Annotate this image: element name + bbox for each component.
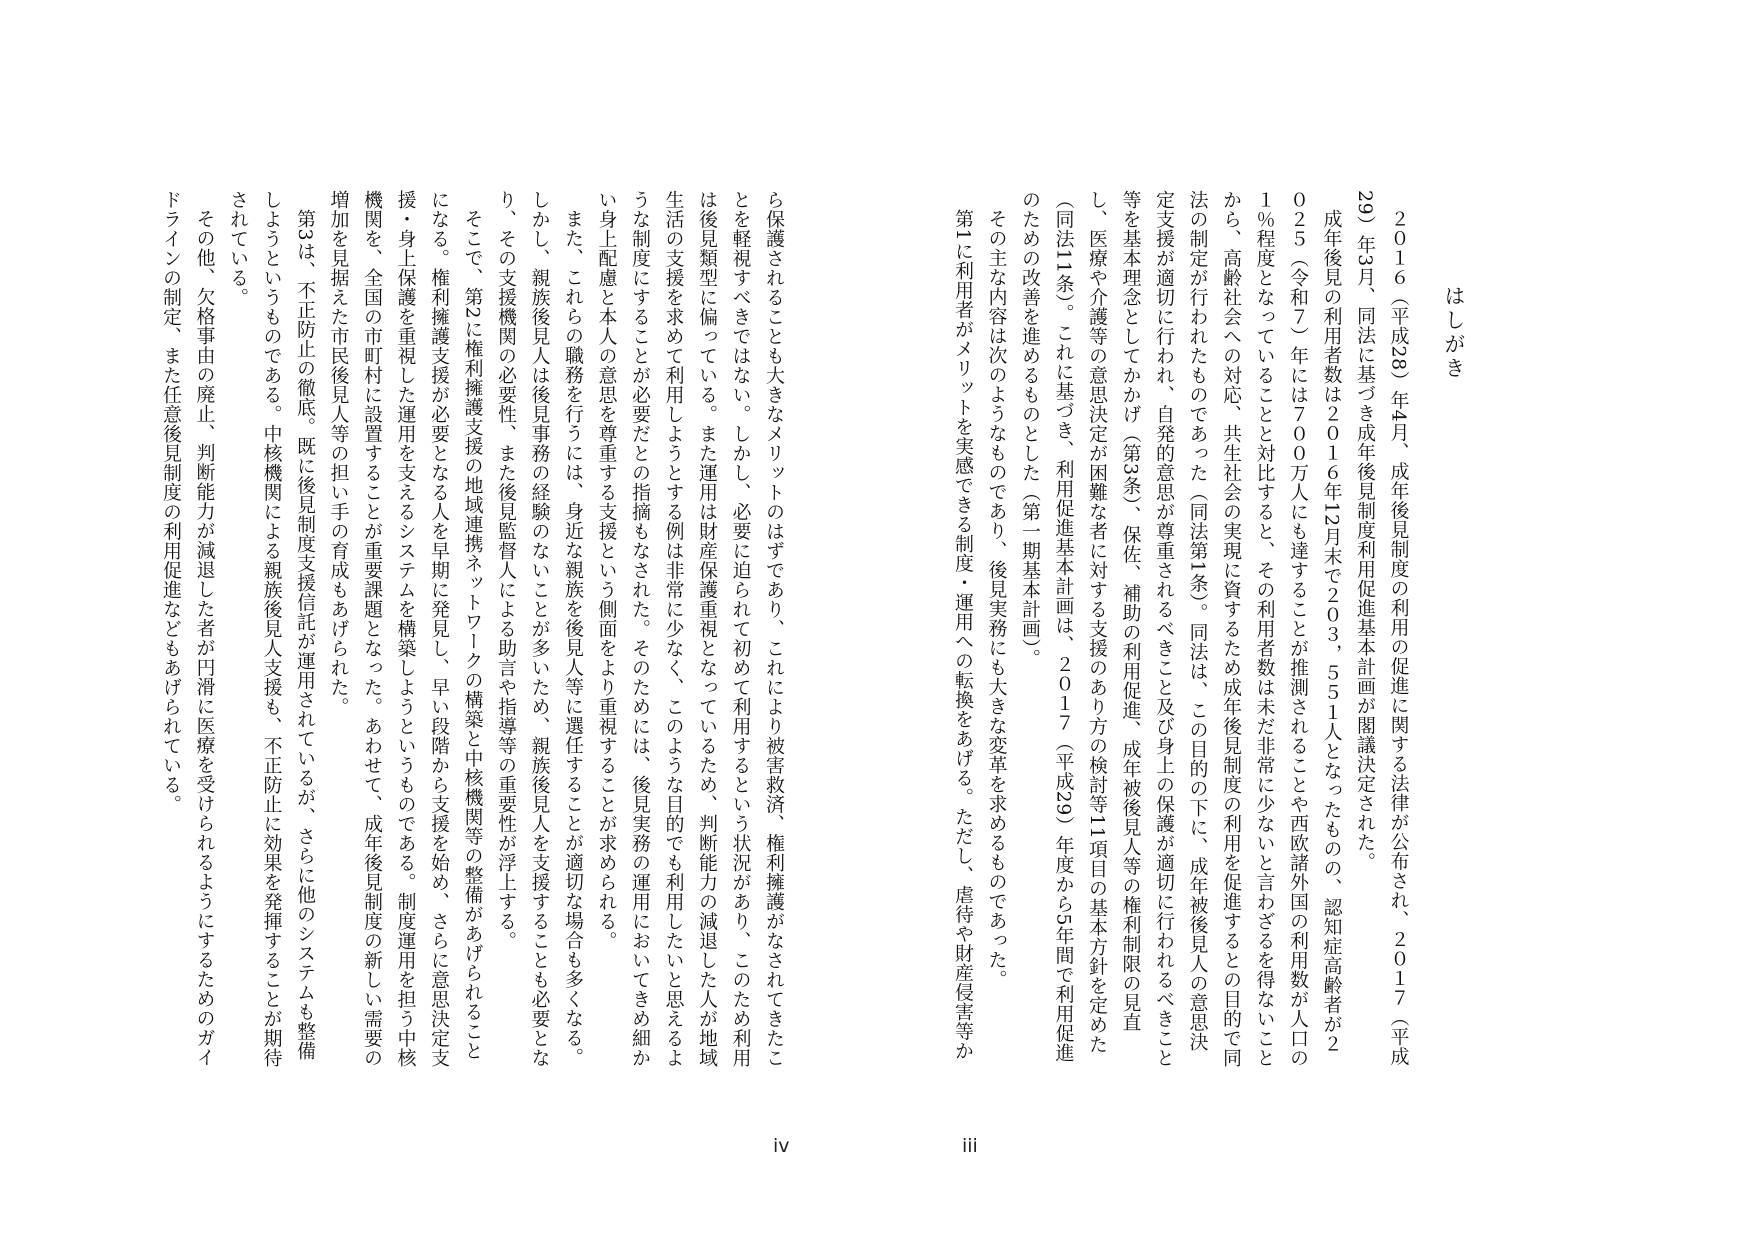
paragraph: 第3は、不正防止の徹底。既に後見制度支援信託が運用されているが、さらに他のシステムも整備しようというものである。中核機関による親族後見人支援も、不正防止に効果を発揮することが期待されている。 xyxy=(227,190,316,1068)
page-number-right: iii xyxy=(962,1135,978,1157)
paragraph: また、これらの職務を行うには、身近な親族を後見人等に選任することが適切な場合も多くなる。しかし、親族後見人は後見事務の経験のないことが多いため、親族後見人を支援することも必要となり、その支援機関の必要性、また後見監督人による助言や指導等の重要性が浮上する。 xyxy=(495,190,584,1068)
title-column xyxy=(1415,190,1471,1070)
paragraph: ２０１６（平成28）年4月、成年後見制度の利用の促進に関する法律が公布され、２０１７（平成29）年3月、同法に基づき成年後見制度利用促進基本計画が閣議決定された。 xyxy=(1354,190,1410,1066)
preface-page-left xyxy=(140,190,790,1070)
paragraph: そこで、第2に権利擁護支援の地域連携ネットワークの構築と中核機関等の整備があげられることになる。権利擁護支援が必要となる人を早期に発見し、早い段階から支援を始め、さらに意思決定支援・身上保護を重視した運用を支えるシステムを構築しようというものである。制度運用を担う中核機関を、全国の市町村に設置することが重要課題となった。あわせて、成年後見制度の新しい需要の増加を見据えた市民後見人等の担い手の育成もあげられた。 xyxy=(327,190,484,1068)
paragraph: 成年後見の利用者数は２０１６年12月末で２０３，５５１人となったものの、認知症高齢者が２０２５（令和７）年には７００万人にも達することが推測されることや西欧諸外国の利用数が人口の１％程度となっていることと対比すると、その利用者数は未だ非常に少ないと言わざるを得ないことから、高齢社会への対応、共生社会の実現に資するため成年後見制度の利用を促進するとの目的で同法の制定が行われたものであった（同法第1条）。同法は、この目的の下に、成年被後見人の意思決定支援が適切に行われ、自発的意思が尊重されるべきこと及び身上の保護が適切に行われるべきこと等を基本理念としてかかげ（第3条）、保佐、補助の利用促進、成年被後見人等の権利制限の見直し、医療や介護等の意思決定が困難な者に対する支援のあり方の検討等11項目の基本方針を定めた（同法11条）。これに基づき、利用促進基本計画は、２０１７（平成29）年度から5年間で利用促進のための改善を進めるものとした（第一期基本計画）。 xyxy=(1019,190,1343,1068)
paragraph: 第1に利用者がメリットを実感できる制度・運用への転換をあげる。ただし、虐待や財産侵害等か xyxy=(952,209,974,1061)
page-number-left: iv xyxy=(773,1135,790,1157)
preface-page-right xyxy=(952,190,1470,1070)
page-title: はしがき xyxy=(1442,285,1466,381)
paragraph: その主な内容は次のようなものであり、後見実務にも大きな変革を求めるものであった。 xyxy=(985,209,1008,989)
paragraph: ら保護されることも大きなメリットのはずであり、これにより被害救済、権利擁護がなされてきたことを軽視すべきではない。しかし、必要に迫られて初めて利用するという状況があり、このため利用は後見類型に偏っている。また運用は財産保護重視となっているため、判断能力の減退した人が地域生活の支援を求めて利用しようとする例は非常に少なく、このような目的でも利用したいと思えるような制度にすることが必要だとの指摘もなされた。そのためには、後見実務の運用においてきめ細かい身上配慮と本人の意思を尊重する支援という側面をより重視することが求められる。 xyxy=(595,190,785,1068)
paragraph: その他、欠格事由の廃止、判断能力が減退した者が円滑に医療を受けられるようにするためのガイドラインの制定、また任意後見制度の利用促進などもあげられている。 xyxy=(160,190,216,1067)
